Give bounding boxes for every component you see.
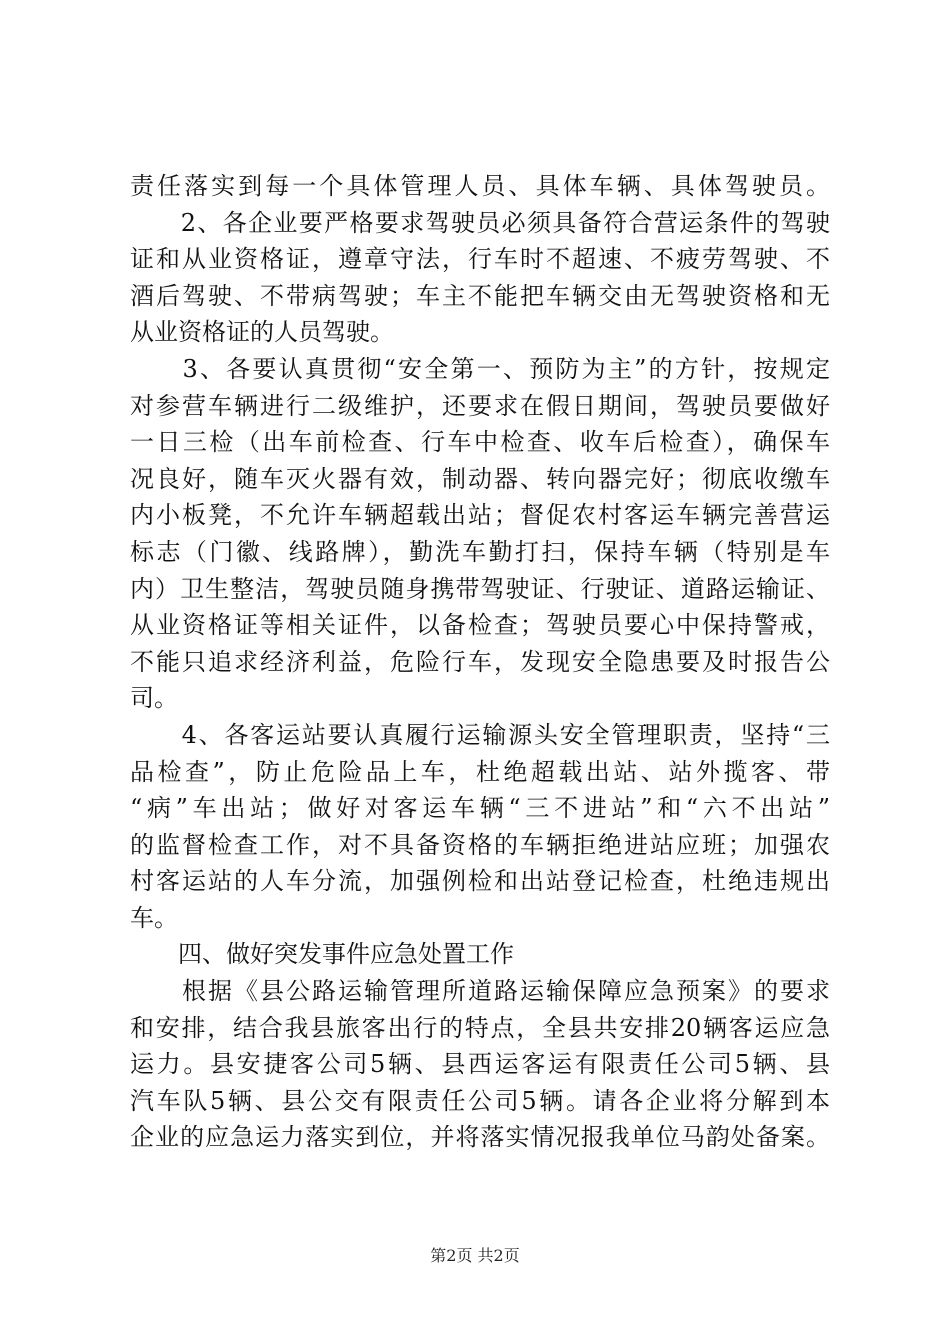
text-line: 的监督检查工作，对不具备资格的车辆拒绝进站应班；加强农	[130, 830, 830, 859]
text-line: 根据《县公路运输管理所道路运输保障应急预案》的要求	[130, 977, 830, 1006]
text-line: “病”车出站；做好对客运车辆“三不进站”和“六不出站”	[130, 794, 830, 823]
text-line: 从业资格证的人员驾驶。	[130, 318, 394, 347]
text-line: 对参营车辆进行二级维护，还要求在假日期间，驾驶员要做好	[130, 391, 830, 420]
text-line: 品检查”，防止危险品上车，杜绝超载出站、站外揽客、带	[130, 757, 830, 786]
text-line: 企业的应急运力落实到位，并将落实情况报我单位马韵处备案。	[130, 1123, 830, 1152]
text-line: 3、各要认真贯彻“安全第一、预防为主”的方针，按规定	[130, 354, 830, 383]
text-line: 村客运站的人车分流，加强例检和出站登记检查，杜绝违规出	[130, 867, 830, 896]
text-line: 汽车队5辆、县公交有限责任公司5辆。请各企业将分解到本	[130, 1086, 830, 1115]
page-footer: 第2页 共2页	[430, 1246, 520, 1265]
text-line: 和安排，结合我县旅客出行的特点，全县共安排20辆客运应急	[130, 1013, 830, 1042]
text-line: 2、各企业要严格要求驾驶员必须具备符合营运条件的驾驶	[130, 208, 830, 237]
text-line: 证和从业资格证，遵章守法，行车时不超速、不疲劳驾驶、不	[130, 245, 830, 274]
text-line: 运力。县安捷客公司5辆、县西运客运有限责任公司5辆、县	[130, 1050, 830, 1079]
text-line: 不能只追求经济利益，危险行车，发现安全隐患要及时报告公	[130, 647, 830, 676]
text-line: 内）卫生整洁，驾驶员随身携带驾驶证、行驶证、道路运输证、	[130, 574, 830, 603]
text-line: 内小板凳，不允许车辆超载出站；督促农村客运车辆完善营运	[130, 501, 830, 530]
text-line: 一日三检（出车前检查、行车中检查、收车后检查），确保车	[130, 428, 830, 457]
document-body	[130, 168, 830, 1156]
text-line: 司。	[130, 684, 178, 713]
text-line: 酒后驾驶、不带病驾驶；车主不能把车辆交由无驾驶资格和无	[130, 281, 830, 310]
text-line: 从业资格证等相关证件，以备检查；驾驶员要心中保持警戒，	[130, 611, 830, 640]
text-line: 责任落实到每一个具体管理人员、具体车辆、具体驾驶员。	[130, 172, 830, 200]
text-line: 车。	[130, 903, 178, 932]
text-line: 况良好，随车灭火器有效，制动器、转向器完好；彻底收缴车	[130, 464, 830, 493]
section-heading: 四、做好突发事件应急处置工作	[130, 940, 514, 969]
text-line: 4、各客运站要认真履行运输源头安全管理职责，坚持“三	[130, 720, 830, 749]
text-line: 标志（门徽、线路牌），勤洗车勤打扫，保持车辆（特别是车	[130, 537, 830, 566]
